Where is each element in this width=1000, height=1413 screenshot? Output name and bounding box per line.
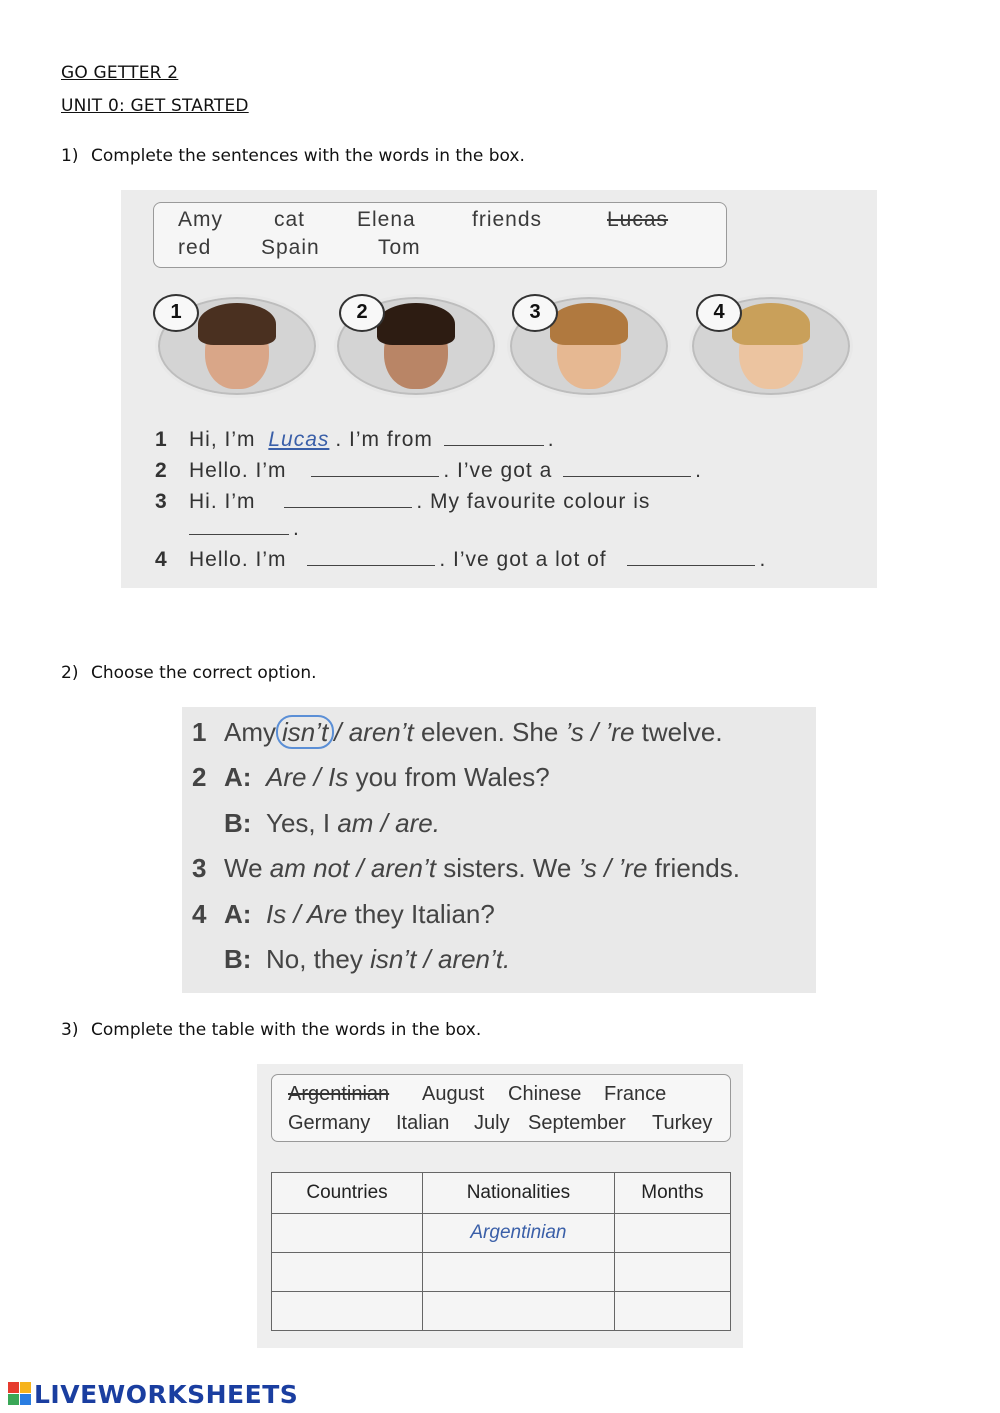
sentence-text: . My favourite colour is: [416, 490, 651, 513]
word-box-item: cat: [274, 208, 306, 231]
line-text: eleven. She: [420, 717, 559, 747]
item-number: 1: [192, 717, 207, 747]
exercise3-image: [257, 1064, 743, 1348]
sentence-text: Hello. I’m: [189, 548, 287, 571]
item-number: 3: [192, 853, 207, 883]
sentence-text: Hello. I’m: [189, 459, 287, 482]
exercise1-instruction-text: Complete the sentences with the words in the box.: [91, 146, 525, 166]
sentence-text: . I’ve got a: [443, 459, 553, 482]
sentence-number: 1: [155, 428, 168, 451]
example-answer: Lucas: [268, 428, 330, 451]
sentence-4: [155, 547, 766, 572]
word-box-item: Germany: [288, 1112, 371, 1134]
hair-shape: [550, 303, 628, 345]
worksheet-title: GO GETTER 2: [61, 63, 179, 83]
sentence-3-continued: [185, 516, 300, 541]
line-text: Yes, I: [266, 808, 331, 838]
item-number: 2: [192, 762, 207, 792]
portrait-number-badge: 4: [696, 294, 742, 332]
sentence-text: .: [759, 548, 767, 571]
table-cell[interactable]: [272, 1253, 423, 1292]
sentence-text: .: [547, 428, 555, 451]
answer-blank[interactable]: [563, 458, 691, 477]
line-text: they Italian?: [354, 899, 495, 929]
column-header-nationalities: Nationalities: [423, 1173, 615, 1214]
option-line-3: [192, 808, 440, 839]
speaker-label: A:: [224, 899, 252, 929]
word-box-item: Tom: [378, 236, 421, 259]
line-text: Amy: [224, 717, 276, 747]
line-text: No, they: [266, 944, 363, 974]
line-text: friends.: [654, 853, 740, 883]
portrait-number-badge: 2: [339, 294, 385, 332]
column-header-months: Months: [614, 1173, 730, 1214]
option-text[interactable]: ’s / ’re: [565, 717, 635, 747]
exercise2-number: 2): [61, 663, 79, 683]
answer-blank[interactable]: [444, 427, 544, 446]
table-cell[interactable]: [614, 1214, 730, 1253]
answer-blank[interactable]: [311, 458, 439, 477]
speaker-label: B:: [224, 944, 252, 974]
answer-blank[interactable]: [307, 547, 435, 566]
sentence-text: Hi, I’m: [189, 428, 256, 451]
sentence-text: . I’ve got a lot of: [439, 548, 607, 571]
word-box-item: Elena: [357, 208, 416, 231]
table-cell[interactable]: [614, 1292, 730, 1331]
table-cell[interactable]: [423, 1292, 615, 1331]
exercise1-word-box: [153, 202, 727, 268]
sentence-number: 2: [155, 459, 168, 482]
sentence-text: Hi. I’m: [189, 490, 256, 513]
line-text: We: [224, 853, 263, 883]
word-box-item: France: [604, 1083, 667, 1105]
option-line-1: [192, 717, 723, 748]
table-header-row: [272, 1173, 731, 1214]
item-number: 4: [192, 899, 207, 929]
word-box-item-crossed: Lucas: [607, 208, 669, 231]
hair-shape: [732, 303, 810, 345]
word-box-item: red: [178, 236, 212, 259]
example-cell: Argentinian: [423, 1214, 615, 1253]
option-text[interactable]: / aren’t: [334, 717, 414, 747]
option-text[interactable]: Is / Are: [266, 899, 348, 929]
answer-blank[interactable]: [284, 489, 412, 508]
option-text[interactable]: isn’t / aren’t.: [370, 944, 511, 974]
sentence-1: [155, 427, 555, 452]
speaker-label: B:: [224, 808, 252, 838]
exercise1-image: [121, 190, 877, 588]
portrait-number-badge: 3: [512, 294, 558, 332]
option-text[interactable]: ’s / ’re: [578, 853, 648, 883]
unit-title: UNIT 0: GET STARTED: [61, 96, 249, 116]
word-box-item: August: [422, 1083, 485, 1105]
word-box-item: friends: [472, 208, 543, 231]
exercise3-instruction-text: Complete the table with the words in the box.: [91, 1020, 482, 1040]
sentence-text: .: [695, 459, 702, 482]
table-row: [272, 1292, 731, 1331]
word-box-item: Turkey: [652, 1112, 713, 1134]
table-cell[interactable]: [614, 1253, 730, 1292]
line-text: twelve.: [641, 717, 723, 747]
hair-shape: [377, 303, 455, 345]
logo-mark-icon: [8, 1382, 32, 1406]
sentence-text: .: [293, 517, 300, 540]
logo-text: LIVEWORKSHEETS: [34, 1380, 299, 1409]
table-cell[interactable]: [272, 1292, 423, 1331]
word-box-item: September: [528, 1112, 626, 1134]
liveworksheets-logo[interactable]: [8, 1380, 298, 1410]
word-box-item: Spain: [261, 236, 320, 259]
option-text[interactable]: Are / Is: [266, 762, 349, 792]
word-box-item: Italian: [396, 1112, 450, 1134]
word-box-item: July: [474, 1112, 510, 1134]
option-text[interactable]: am / are.: [337, 808, 440, 838]
hair-shape: [198, 303, 276, 345]
exercise1-number: 1): [61, 146, 79, 166]
table-cell[interactable]: [272, 1214, 423, 1253]
sentence-2: [155, 458, 702, 483]
option-line-4: [192, 853, 740, 884]
exercise3-number: 3): [61, 1020, 79, 1040]
line-text: you from Wales?: [355, 762, 550, 792]
word-box-item: Amy: [178, 208, 223, 231]
portrait-number-badge: 1: [153, 294, 199, 332]
exercise3-word-box: [271, 1074, 731, 1142]
line-text: sisters. We: [443, 853, 572, 883]
exercise2-instruction: [61, 663, 317, 683]
sentence-3: [155, 489, 650, 514]
option-line-5: [192, 899, 495, 930]
exercise3-table: [271, 1172, 731, 1331]
speaker-label: A:: [224, 762, 252, 792]
sentence-text: . I’m from: [335, 428, 433, 451]
sentence-number: 3: [155, 490, 168, 513]
option-text[interactable]: am not / aren’t: [269, 853, 436, 883]
exercise2-instruction-text: Choose the correct option.: [91, 663, 317, 683]
table-row: [272, 1214, 731, 1253]
word-box-item-crossed: Argentinian: [288, 1083, 390, 1105]
option-line-6: [192, 944, 510, 975]
sentence-number: 4: [155, 548, 168, 571]
exercise2-image: [182, 707, 816, 993]
exercise1-instruction: [61, 146, 525, 166]
word-box-item: Chinese: [508, 1083, 582, 1105]
answer-blank[interactable]: [627, 547, 755, 566]
table-row: [272, 1253, 731, 1292]
option-line-2: [192, 762, 550, 793]
table-cell[interactable]: [423, 1253, 615, 1292]
column-header-countries: Countries: [272, 1173, 423, 1214]
answer-blank[interactable]: [189, 516, 289, 535]
circled-answer[interactable]: isn’t: [276, 715, 334, 749]
exercise3-instruction: [61, 1020, 481, 1040]
